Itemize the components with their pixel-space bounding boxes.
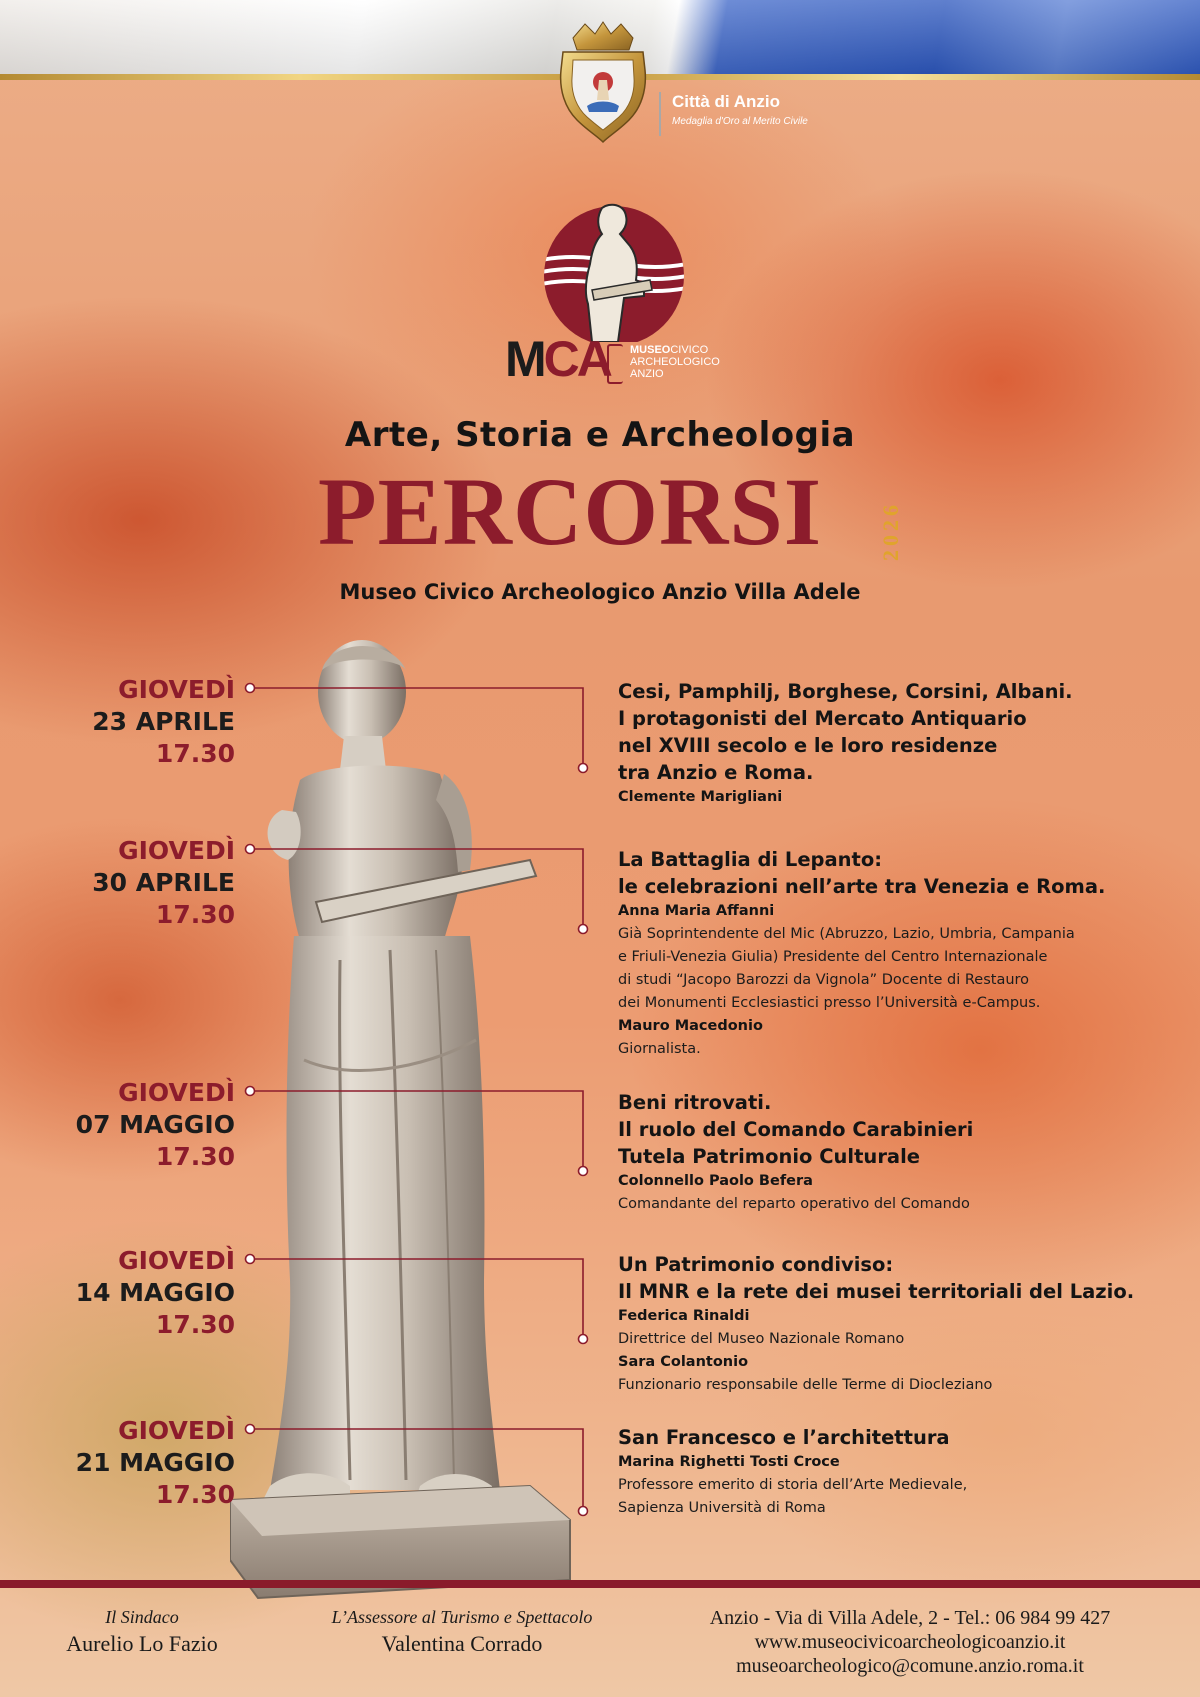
anzio-crest-icon <box>555 20 651 144</box>
event-details-5: San Francesco e l’architettura Marina Righetti Tosti Croce Professore emerito di storia dell’Arte Medievale, Sapienza Università di Roma <box>618 1424 1188 1520</box>
event-date-2: GIOVEDÌ 30 APRILE 17.30 <box>92 836 235 929</box>
footer-address: Anzio - Via di Villa Adele, 2 - Tel.: 06 984 99 427 <box>709 1607 1111 1629</box>
museum-logo-text: MCA <box>505 331 610 387</box>
event-date-3: GIOVEDÌ 07 MAGGIO 17.30 <box>75 1078 235 1171</box>
city-subtitle: Medaglia d'Oro al Merito Civile <box>672 116 808 127</box>
event-speaker: Colonnello Paolo Befera <box>618 1173 813 1189</box>
event-details-4: Un Patrimonio condiviso: Il MNR e la rete dei musei territoriali del Lazio. Federica Rinaldi Direttrice del Museo Nazionale Romano Sara Colantonio Funzionario responsabile delle Terme di Diocleziano <box>618 1251 1188 1397</box>
statue-image <box>230 640 610 1600</box>
event-speaker: Clemente Marigliani <box>618 789 783 805</box>
city-name: Città di Anzio <box>672 92 780 111</box>
museum-logo-caption: MUSEOCIVICO ARCHEOLOGICO ANZIO <box>630 344 720 380</box>
museum-logo-icon <box>532 200 696 342</box>
event-speaker: Sara Colantonio <box>618 1354 749 1370</box>
footer-website[interactable]: www.museocivicoarcheologicoanzio.it <box>754 1631 1066 1653</box>
event-speaker: Mauro Macedonio <box>618 1018 763 1034</box>
footer-divider <box>0 1580 1200 1588</box>
event-details-1: Cesi, Pamphilj, Borghese, Corsini, Albani. I protagonisti del Mercato Antiquario nel XVIII secolo e le loro residenze tra Anzio e Roma. Clemente Marigliani <box>618 678 1188 809</box>
event-speaker: Anna Maria Affanni <box>618 903 775 919</box>
footer-email[interactable]: museoarcheologico@comune.anzio.roma.it <box>736 1655 1084 1677</box>
footer-contacts <box>660 1606 1160 1678</box>
poster-heading: Arte, Storia e Archeologia <box>344 415 856 455</box>
event-date-5: GIOVEDÌ 21 MAGGIO 17.30 <box>75 1416 235 1509</box>
event-details-2: La Battaglia di Lepanto: le celebrazioni nell’arte tra Venezia e Roma. Anna Maria Affanni Già Soprintendente del Mic (Abruzzo, Lazio, Umbria, Campania e Friuli-Venezia Giulia) Presidente del Centro Internazionale di studi “Jacopo Barozzi da Vignola” Docente di Restauro dei Monumenti Ecclesiastici presso l’Università e-Campus. Mauro Macedonio Giornalista. <box>618 846 1188 1061</box>
venue-name: Museo Civico Archeologico Anzio Villa Adele <box>339 580 861 604</box>
footer-mayor: Il Sindaco Aurelio Lo Fazio <box>66 1607 218 1656</box>
event-speaker: Marina Righetti Tosti Croce <box>618 1454 840 1470</box>
event-date-1: GIOVEDÌ 23 APRILE 17.30 <box>92 675 235 768</box>
poster-year: 2026 <box>878 501 903 561</box>
event-date-4: GIOVEDÌ 14 MAGGIO 17.30 <box>75 1246 235 1339</box>
event-speaker: Federica Rinaldi <box>618 1308 750 1324</box>
event-details-3: Beni ritrovati. Il ruolo del Comando Carabinieri Tutela Patrimonio Culturale Colonnello Paolo Befera Comandante del reparto operativo del Comando <box>618 1089 1188 1216</box>
poster-title: PERCORSI <box>318 458 823 565</box>
footer-assessor: L’Assessore al Turismo e Spettacolo Valentina Corrado <box>331 1607 593 1656</box>
